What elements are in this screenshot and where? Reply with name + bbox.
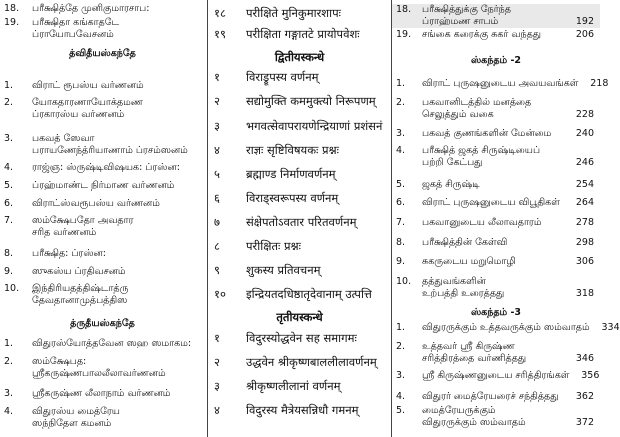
entry-title xyxy=(246,165,391,183)
entry-title xyxy=(246,213,391,231)
entry-title xyxy=(422,4,564,28)
entry-title xyxy=(422,370,569,382)
entry-title xyxy=(32,162,205,174)
entry-title xyxy=(422,341,564,365)
entry-title-line: யோகதாரணாயோக்தமண xyxy=(32,97,143,108)
page-number: 372 xyxy=(575,417,594,428)
entry-title xyxy=(422,145,564,169)
toc-entry xyxy=(0,3,205,15)
page-number: 240 xyxy=(575,128,594,139)
entry-title xyxy=(422,217,564,229)
entry-title xyxy=(246,4,391,22)
entry-number: ५ xyxy=(214,167,220,181)
toc-entry xyxy=(392,370,600,382)
toc-entry xyxy=(0,215,205,239)
entry-title xyxy=(32,133,205,157)
entry-title-line: ராஜ்ஞ: ஸ்ருஷ்டிவிஷயக: ப்ரஸ்ன: xyxy=(32,162,180,173)
entry-title-line: परीक्षिता गङ्गातटे प्रायोपवेशः xyxy=(246,27,360,41)
entry-title-line: ப்ரகாரஸ்ய வர்ணனம் xyxy=(32,109,125,120)
page-number: 318 xyxy=(575,288,594,299)
page-number: 306 xyxy=(575,256,594,267)
section-heading: த்விதீயஸ்கந்தே xyxy=(69,48,136,59)
entry-title-line: பற்றி கேட்பது xyxy=(422,157,483,168)
entry-title-line: विदुरस्योद्धवेन सह समागमः xyxy=(246,331,357,345)
entry-title-line: ப்ராஹ்மண சாபம் xyxy=(422,16,499,27)
toc-entry xyxy=(0,80,205,92)
entry-title xyxy=(32,338,205,350)
entry-number: 9. xyxy=(4,266,14,277)
section-heading: த்ருதீயஸ்கந்தே xyxy=(70,318,135,329)
entry-title-line: விராட் ரூபஸ்ய வர்ணனம் xyxy=(32,80,144,91)
page-number: 264 xyxy=(575,197,594,208)
entry-number: ४ xyxy=(214,403,220,417)
entry-title-line: ஜகத் சிருஷ்டி xyxy=(422,179,480,190)
entry-title-line: ப்ராயோபவேசனம் xyxy=(32,29,114,40)
entry-number: 1. xyxy=(4,80,14,91)
entry-title-line: பகவத் குணங்களின் மேன்மை xyxy=(422,128,552,139)
entry-title-line: விதுரருக்கும் உத்தவருக்கும் ஸம்வாதம் xyxy=(422,322,590,333)
entry-title-line: விதுரர் மைத்ரேயரைச் சந்தித்தது xyxy=(422,391,559,402)
section-heading: ஸ்கந்தம் -2 xyxy=(470,55,522,66)
entry-number: ६ xyxy=(214,191,220,205)
entry-number: 6. xyxy=(4,198,14,209)
entry-title xyxy=(422,78,578,90)
entry-title xyxy=(246,401,391,419)
sanskrit-column xyxy=(207,0,392,437)
entry-title-line: பரீக்ஷித: ப்ரஸ்ன: xyxy=(32,248,106,259)
toc-entry xyxy=(208,141,391,159)
entry-title-line: மைத்ரேயருக்கும் xyxy=(422,405,496,416)
entry-title-line: इन्द्रियतदधिष्ठातृदेवानाम् उत्पत्ति xyxy=(246,287,372,301)
entry-number: 1. xyxy=(4,338,14,349)
entry-number: 18. xyxy=(396,4,412,15)
entry-number: 3. xyxy=(396,370,406,381)
entry-number: १८ xyxy=(214,6,226,20)
entry-title xyxy=(246,353,391,371)
entry-title-line: சங்கை கரைக்கு சுகர் வந்தது xyxy=(422,29,541,40)
entry-number: ८ xyxy=(214,239,220,253)
entry-number: 1. xyxy=(396,322,406,333)
toc-entry xyxy=(0,388,205,400)
entry-number: 4. xyxy=(396,391,406,402)
toc-entry xyxy=(208,213,391,231)
toc-entry xyxy=(208,285,391,303)
entry-title xyxy=(246,25,391,43)
toc-entry xyxy=(0,338,205,350)
page-number: 334 xyxy=(601,322,620,333)
entry-number: 3. xyxy=(4,388,14,399)
entry-title xyxy=(246,237,391,255)
toc-entry xyxy=(392,4,600,28)
entry-number: ९ xyxy=(214,263,220,277)
entry-title xyxy=(422,276,564,300)
entry-title xyxy=(422,179,564,191)
page-number: 362 xyxy=(575,391,594,402)
entry-number: २ xyxy=(214,94,220,108)
entry-title xyxy=(32,266,205,278)
entry-number: 6. xyxy=(396,197,406,208)
toc-entry xyxy=(0,266,205,278)
entry-title xyxy=(32,215,205,239)
entry-title-line: சரித வர்ணனம் xyxy=(32,227,97,238)
toc-entry xyxy=(208,165,391,183)
entry-title-line: भगवत्सेवापरायणेन्द्रियाणां प्रशंसनं xyxy=(246,119,383,133)
toc-entry xyxy=(392,341,600,365)
entry-number: 8. xyxy=(396,237,406,248)
entry-title xyxy=(246,141,391,159)
entry-title-line: பரீக்ஷித்தே முனிகுமாரசாப: xyxy=(32,3,150,14)
entry-number: 5. xyxy=(4,180,14,191)
entry-number: 18. xyxy=(4,3,20,14)
entry-number: 7. xyxy=(4,215,14,226)
toc-entry xyxy=(0,97,205,121)
entry-title-line: சரித்திரத்தை வர்ணித்தது xyxy=(422,353,527,364)
entry-title-line: சுகருடைய மறுமொழி xyxy=(422,256,516,267)
entry-number: ७ xyxy=(214,215,220,229)
toc-entry xyxy=(208,377,391,395)
entry-title-line: शुकस्य प्रतिवचनम् xyxy=(246,263,321,277)
toc-entry xyxy=(392,276,600,300)
entry-title xyxy=(32,406,205,430)
entry-title-line: ब्रह्माण्ड निर्माणवर्णनम् xyxy=(246,167,336,181)
entry-number: ३ xyxy=(214,379,220,393)
section-heading: तृतीयस्कन्धे xyxy=(276,310,323,324)
toc-entry xyxy=(0,17,205,41)
entry-title-line: பகவானுடைய லீலாவதாரம் xyxy=(422,217,542,228)
toc-entry xyxy=(208,68,391,86)
entry-number: 19. xyxy=(4,17,20,28)
toc-entry xyxy=(0,248,205,260)
entry-title xyxy=(246,68,391,86)
entry-number: 5. xyxy=(396,405,406,416)
entry-number: 4. xyxy=(396,145,406,156)
entry-title-line: संक्षेपतोऽवतार परितवर्णनम् xyxy=(246,215,357,229)
toc-entry xyxy=(0,180,205,192)
entry-number: १ xyxy=(214,70,220,84)
entry-title xyxy=(32,283,205,307)
entry-title-line: परीक्षितः प्रश्नः xyxy=(246,239,301,253)
entry-title-line: परीक्षिते मुनिकुमारशापः xyxy=(246,6,341,20)
toc-entry xyxy=(0,406,205,430)
entry-title-line: விராட் புருஷனுடைய விபூதிகள் xyxy=(422,197,560,208)
toc-entry xyxy=(208,353,391,371)
tamil-translation-column xyxy=(392,0,620,437)
entry-title-line: பரீக்ஷித்தின் கேள்வி xyxy=(422,237,508,248)
entry-title-line: ஸம்க்ஷேபத: xyxy=(32,356,87,367)
toc-entry xyxy=(392,237,600,249)
entry-title xyxy=(422,322,590,334)
entry-number: ३ xyxy=(214,119,220,133)
entry-title xyxy=(32,97,205,121)
entry-title xyxy=(246,117,391,135)
entry-title-line: பரீக்ஷித் ஜகத் சிருஷ்டியைப் xyxy=(422,145,541,156)
page-number: 278 xyxy=(575,217,594,228)
toc-entry xyxy=(208,401,391,419)
entry-title xyxy=(422,197,564,209)
entry-number: 1. xyxy=(396,78,406,89)
toc-entry xyxy=(208,92,391,110)
entry-title-line: ஸ்ரீகருஷ்ணபாலலீலாவர்ணனம் xyxy=(32,368,166,379)
page-number: 298 xyxy=(575,237,594,248)
section-heading: ஸ்கந்தம் -3 xyxy=(470,307,522,318)
section-heading: द्वितीयस्कन्धे xyxy=(274,50,325,64)
entry-number: 9. xyxy=(396,256,406,267)
entry-number: २ xyxy=(214,355,220,369)
entry-title-line: विराड्रूपस्य वर्णनम् xyxy=(246,70,319,84)
tamil-transliteration-column xyxy=(0,0,205,437)
entry-title-line: பரீக்ஷிதா கங்காதடே xyxy=(32,17,120,28)
entry-title xyxy=(32,80,205,92)
entry-title-line: விதுரஸ்யோத்தவேன ஸஹ ஸமாகம: xyxy=(32,338,192,349)
entry-title xyxy=(422,237,564,249)
entry-title-line: ஸுகஸ்ய ப்ரதிவசனம் xyxy=(32,266,126,277)
toc-entry xyxy=(392,78,609,90)
page-number: 228 xyxy=(575,109,594,120)
page-number: 246 xyxy=(575,157,594,168)
entry-number: 2. xyxy=(396,97,406,108)
page-number: 254 xyxy=(575,179,594,190)
entry-number: 3. xyxy=(4,133,14,144)
toc-entry xyxy=(208,329,391,347)
toc-entry xyxy=(392,197,600,209)
toc-entry xyxy=(0,162,205,174)
entry-title xyxy=(32,388,205,400)
entry-title-line: பகவத் ஸேவா xyxy=(32,133,95,144)
entry-title-line: தேவதானாமுத்பத்திஸ xyxy=(32,295,128,306)
toc-entry xyxy=(392,179,600,191)
entry-title-line: தத்துவங்களின் xyxy=(422,276,486,287)
entry-title xyxy=(32,248,205,260)
toc-entry xyxy=(392,145,600,169)
entry-title-line: விதுரருக்கும் ஸம்வாதம் xyxy=(422,417,526,428)
entry-number: 3. xyxy=(396,128,406,139)
entry-title xyxy=(422,256,564,268)
toc-entry xyxy=(392,29,600,41)
page-number: 206 xyxy=(575,29,594,40)
entry-title xyxy=(246,285,391,303)
entry-title-line: விதுரஸ்ய மைத்ரேய xyxy=(32,406,120,417)
entry-title-line: विदुरस्य मैत्रेयसन्निधौ गमनम् xyxy=(246,403,359,417)
toc-entry xyxy=(208,117,391,135)
entry-title xyxy=(246,329,391,347)
entry-title-line: ப்ரஹ்மாண்ட நிர்மாண வர்ணனம் xyxy=(32,180,175,191)
entry-title-line: ஸந்நிதேள கமனம் xyxy=(32,418,112,429)
toc-entry xyxy=(208,4,391,22)
toc-entry xyxy=(392,217,600,229)
entry-number: १९ xyxy=(214,27,226,41)
toc-entry xyxy=(392,97,600,121)
toc-entry xyxy=(0,133,205,157)
entry-number: १० xyxy=(214,287,226,301)
entry-number: 10. xyxy=(4,283,20,294)
toc-entry xyxy=(392,322,620,334)
entry-title xyxy=(32,17,205,41)
page-number: 356 xyxy=(581,370,600,381)
entry-title-line: सद्योमुक्ति कममुक्त्यो निरूपणम् xyxy=(246,94,376,108)
entry-title-line: பகவானிடத்தில் மனத்தை xyxy=(422,97,532,108)
entry-title xyxy=(246,261,391,279)
entry-number: १ xyxy=(214,331,220,345)
entry-title-line: செலுத்தும் வகை xyxy=(422,109,494,120)
entry-title-line: उद्धवेन श्रीकृष्णबाललीलावर्णनम् xyxy=(246,355,377,369)
toc-entry xyxy=(0,198,205,210)
entry-title xyxy=(422,97,564,121)
entry-title xyxy=(422,128,564,140)
entry-number: ४ xyxy=(214,143,220,157)
toc-entry xyxy=(0,356,205,380)
page-number: 192 xyxy=(575,16,594,27)
toc-entry xyxy=(0,283,205,307)
entry-title xyxy=(422,405,564,429)
entry-title-line: ஸ்ரீ கிருஷ்ணனுடைய சரித்திரங்கள் xyxy=(422,370,570,381)
entry-title xyxy=(32,180,205,192)
entry-number: 2. xyxy=(4,356,14,367)
toc-entry xyxy=(392,128,600,140)
entry-title-line: विराड्स्वरूपस्य वर्णनम् xyxy=(246,191,339,205)
toc-entry xyxy=(208,237,391,255)
entry-title-line: விராட்ஸ்வரூபஸ்ய வர்ணனம் xyxy=(32,198,160,209)
toc-entry xyxy=(392,405,600,429)
entry-title xyxy=(32,356,205,380)
entry-title-line: ஸ்ரீகருஷ்ண லீலாநாம் வர்ணனம் xyxy=(32,388,171,399)
page-number: 218 xyxy=(590,78,609,89)
entry-title-line: விராட் புருஷனுடைய அவயவங்கள் xyxy=(422,78,579,89)
toc-entry xyxy=(392,391,600,403)
entry-title-line: உற்பத்தி உரைத்தது xyxy=(422,288,505,299)
toc-entry xyxy=(208,189,391,207)
toc-entry xyxy=(392,256,600,268)
entry-number: 2. xyxy=(396,341,406,352)
entry-title-line: ஸம்க்ஷேபதோ அவதார xyxy=(32,215,134,226)
entry-title xyxy=(422,391,564,403)
entry-number: 4. xyxy=(4,162,14,173)
entry-number: 4. xyxy=(4,406,14,417)
entry-number: 2. xyxy=(4,97,14,108)
entry-title-line: राज्ञः सृष्टिविषयकः प्रश्नः xyxy=(246,143,339,157)
entry-number: 5. xyxy=(396,179,406,190)
entry-title-line: உத்தவர் ஸ்ரீ கிருஷ்ண xyxy=(422,341,515,352)
entry-title xyxy=(32,3,205,15)
entry-title-line: பராயணேந்த்ரியாணாம் ப்ரசம்ஸனம் xyxy=(32,145,188,156)
toc-entry xyxy=(208,25,391,43)
entry-title-line: श्रीकृष्णलीलानां वर्णनम् xyxy=(246,379,341,393)
entry-title xyxy=(246,189,391,207)
entry-number: 10. xyxy=(396,276,412,287)
entry-title xyxy=(32,198,205,210)
entry-title xyxy=(422,29,564,41)
entry-title-line: பரீக்ஷித்துக்கு நேர்ந்த xyxy=(422,4,511,15)
entry-number: 19. xyxy=(396,29,412,40)
entry-number: 8. xyxy=(4,248,14,259)
entry-title-line: இந்திரியதத்திஷ்டாத்ரு xyxy=(32,283,129,294)
entry-number: 7. xyxy=(396,217,406,228)
entry-title xyxy=(246,92,391,110)
entry-title xyxy=(246,377,391,395)
page-number: 346 xyxy=(575,353,594,364)
toc-entry xyxy=(208,261,391,279)
